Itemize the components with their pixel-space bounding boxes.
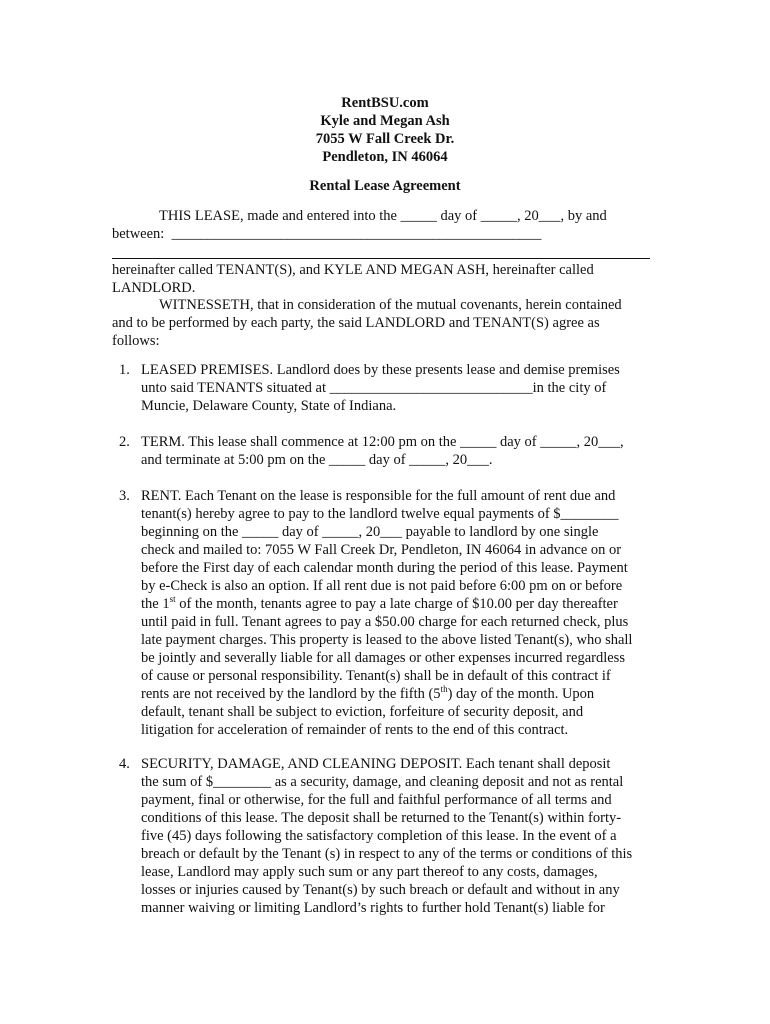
- section-line: beginning on the _____ day of _____, 20___ payable to landlord by one single: [141, 524, 599, 540]
- owner-names: Kyle and Megan Ash: [320, 113, 450, 129]
- line-text: rents are not received by the landlord by the fifth (5: [141, 686, 441, 702]
- section-line: default, tenant shall be subject to eviction, forfeiture of security deposit, and: [141, 704, 584, 720]
- section-line: [141, 685, 661, 703]
- ordinal-suffix: th: [440, 684, 448, 695]
- section-line: conditions of this lease. The deposit shall be returned to the Tenant(s) within forty-: [141, 810, 622, 826]
- section-line: late payment charges. This property is leased to the above listed Tenant(s), who shall: [141, 632, 633, 648]
- section-security-deposit: [141, 755, 661, 917]
- city-state-zip: Pendleton, IN 46064: [322, 149, 448, 165]
- section-line: lease, Landlord may apply such sum or any part thereof to any costs, damages,: [141, 864, 598, 880]
- section-number: 1.: [119, 362, 130, 378]
- section-line: and terminate at 5:00 pm on the _____ day of _____, 20___.: [141, 452, 493, 468]
- section-term: [141, 433, 661, 469]
- document-header: [0, 94, 770, 166]
- section-line: five (45) days following the satisfactory completion of this lease. In the event of a: [141, 828, 617, 844]
- section-line: be jointly and severally liable for all damages or other expenses incurred regardless: [141, 650, 625, 666]
- section-number: 3.: [119, 488, 130, 504]
- intro-line-7: follows:: [112, 333, 160, 349]
- section-number: 2.: [119, 434, 130, 450]
- section-leased-premises: [141, 361, 661, 415]
- section-line: SECURITY, DAMAGE, AND CLEANING DEPOSIT. Each tenant shall deposit: [141, 756, 611, 772]
- street-address: 7055 W Fall Creek Dr.: [315, 131, 455, 147]
- section-line: losses or injuries caused by Tenant(s) by such breach or default and without in any: [141, 882, 620, 898]
- company-name: RentBSU.com: [341, 95, 429, 111]
- section-line: before the First day of each calendar month during the period of this lease. Payment: [141, 560, 628, 576]
- line-text: the 1: [141, 596, 170, 612]
- section-line: LEASED PREMISES. Landlord does by these presents lease and demise premises: [141, 362, 620, 378]
- section-line: TERM. This lease shall commence at 12:00 pm on the _____ day of _____, 20___,: [141, 434, 624, 450]
- section-line: unto said TENANTS situated at ____________________________in the city of: [141, 380, 607, 396]
- section-line: payment, final or otherwise, for the full and faithful performance of all terms and: [141, 792, 612, 808]
- intro-line-6: and to be performed by each party, the said LANDLORD and TENANT(S) agree as: [112, 315, 600, 331]
- line-text: ) day of the month. Upon: [447, 686, 595, 702]
- section-line: of cause or personal responsibility. Tenant(s) shall be in default of this contract if: [141, 668, 611, 684]
- line-text: of the month, tenants agree to pay a late charge of $10.00 per day thereafter: [175, 596, 618, 612]
- document-title: Rental Lease Agreement: [309, 178, 461, 194]
- section-line: check and mailed to: 7055 W Fall Creek Dr, Pendleton, IN 46064 in advance on or: [141, 542, 622, 558]
- section-line: manner waiving or limiting Landlord’s rights to further hold Tenant(s) liable for: [141, 900, 605, 916]
- intro-line-3: hereinafter called TENANT(S), and KYLE AND MEGAN ASH, hereinafter called: [112, 262, 594, 278]
- section-line: litigation for acceleration of remainder of rents to the end of this contract.: [141, 722, 569, 738]
- section-rent: [141, 487, 661, 739]
- section-line: RENT. Each Tenant on the lease is responsible for the full amount of rent due and: [141, 488, 616, 504]
- section-line: Muncie, Delaware County, State of Indiana.: [141, 398, 397, 414]
- intro-line-4: LANDLORD.: [112, 280, 196, 296]
- section-line: breach or default by the Tenant (s) in respect to any of the terms or conditions of this: [141, 846, 633, 862]
- section-line: the sum of $________ as a security, damage, and cleaning deposit and not as rental: [141, 774, 624, 790]
- tenant-name-blank-line: [112, 258, 650, 259]
- section-line: [141, 595, 661, 613]
- intro-line-5: WITNESSETH, that in consideration of the mutual covenants, herein contained: [159, 297, 622, 313]
- section-line: tenant(s) hereby agree to pay to the landlord twelve equal payments of $________: [141, 506, 619, 522]
- section-number: 4.: [119, 756, 130, 772]
- section-line: until paid in full. Tenant agrees to pay a $50.00 charge for each returned check, plus: [141, 614, 629, 630]
- section-line: by e-Check is also an option. If all rent due is not paid before 6:00 pm on or before: [141, 578, 623, 594]
- intro-line-1: THIS LEASE, made and entered into the _____ day of _____, 20___, by and: [159, 208, 607, 224]
- ordinal-suffix: st: [169, 594, 176, 605]
- intro-line-2: between: ___________________________________________________: [112, 226, 542, 242]
